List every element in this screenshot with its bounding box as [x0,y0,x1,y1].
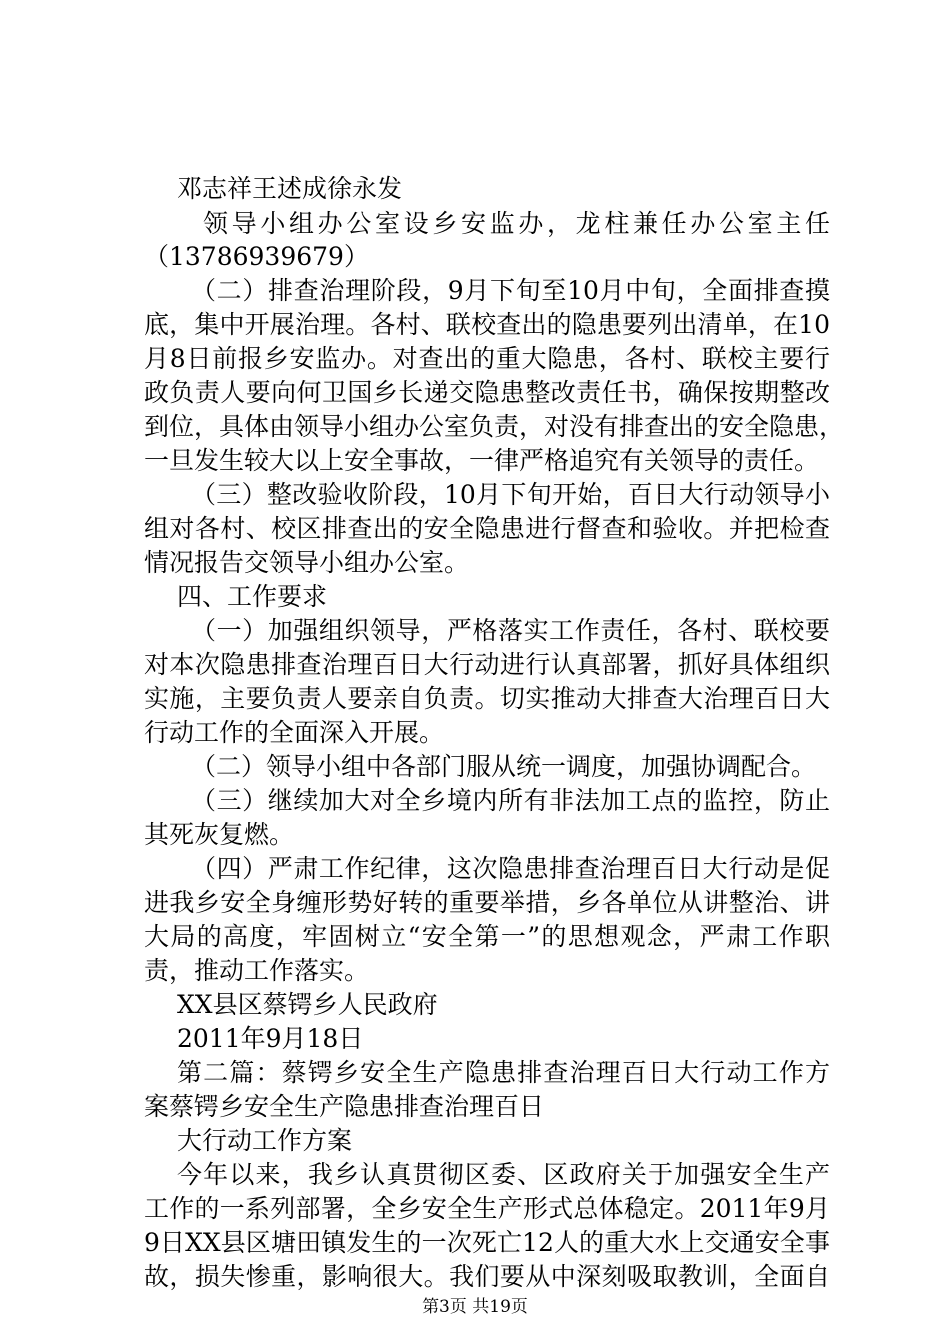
section-heading: 四、工作要求 [177,582,328,611]
text-line: 对本次隐患排查治理百日大行动进行认真部署，抓好具体组织 [144,650,830,679]
signature-date: 2011年9月18日 [177,1024,364,1053]
text-line: 情况报告交领导小组办公室。 [144,548,470,577]
text-line: 邓志祥王述成徐永发 [177,174,403,203]
text-line: （二）领导小组中各部门服从统一调度，加强协调配合。 [191,752,817,781]
text-line: （一）加强组织领导，严格落实工作责任，各村、联校要 [191,616,830,645]
page-footer: 第3页 共19页 [422,1297,528,1317]
text-line: 底，集中开展治理。各村、联校查出的隐患要列出清单，在10 [144,310,830,339]
text-line: 政负责人要向何卫国乡长递交隐患整改责任书，确保按期整改 [144,378,830,407]
text-line: 今年以来，我乡认真贯彻区委、区政府关于加强安全生产 [177,1160,830,1189]
signature-org: XX县区蔡锷乡人民政府 [177,990,438,1019]
section-title: 第二篇：蔡锷乡安全生产隐患排查治理百日大行动工作方 [177,1058,830,1087]
text-line: 到位，具体由领导小组办公室负责，对没有排查出的安全隐患， [144,412,845,441]
text-line: 其死灰复燃。 [144,820,295,849]
text-line: 故，损失惨重，影响很大。我们要从中深刻吸取教训，全面自 [144,1262,830,1291]
text-line: （三）整改验收阶段，10月下旬开始，百日大行动领导小 [191,480,830,509]
text-line: （四）严肃工作纪律，这次隐患排查治理百日大行动是促 [191,854,830,883]
text-line: 9日XX县区塘田镇发生的一次死亡12人的重大水上交通安全事 [144,1228,830,1257]
text-line: 责，推动工作落实。 [144,956,370,985]
text-line: 大局的高度，牢固树立“安全第一”的思想观念，严肃工作职 [144,922,830,951]
text-line: 一旦发生较大以上安全事故，一律严格追究有关领导的责任。 [144,446,820,475]
text-line: （13786939679） [144,242,369,271]
text-line: 组对各村、校区排查出的安全隐患进行督查和验收。并把检查 [144,514,830,543]
text-line: 进我乡安全身缠形势好转的重要举措，乡各单位从讲整治、讲 [144,888,830,917]
text-line: （二）排查治理阶段，9月下旬至10月中旬，全面排查摸 [191,276,830,305]
section-title: 案蔡锷乡安全生产隐患排查治理百日 [144,1092,545,1121]
section-title: 大行动工作方案 [177,1126,353,1155]
text-line: 实施，主要负责人要亲自负责。切实推动大排查大治理百日大 [144,684,830,713]
text-line: （三）继续加大对全乡境内所有非法加工点的监控，防止 [191,786,830,815]
text-line: 月8日前报乡安监办。对查出的重大隐患，各村、联校主要行 [144,344,830,373]
text-line: 领导小组办公室设乡安监办，龙柱兼任办公室主任 [203,209,830,238]
text-line: 行动工作的全面深入开展。 [144,718,445,747]
text-line: 工作的一系列部署，全乡安全生产形式总体稳定。2011年9月 [144,1194,830,1223]
